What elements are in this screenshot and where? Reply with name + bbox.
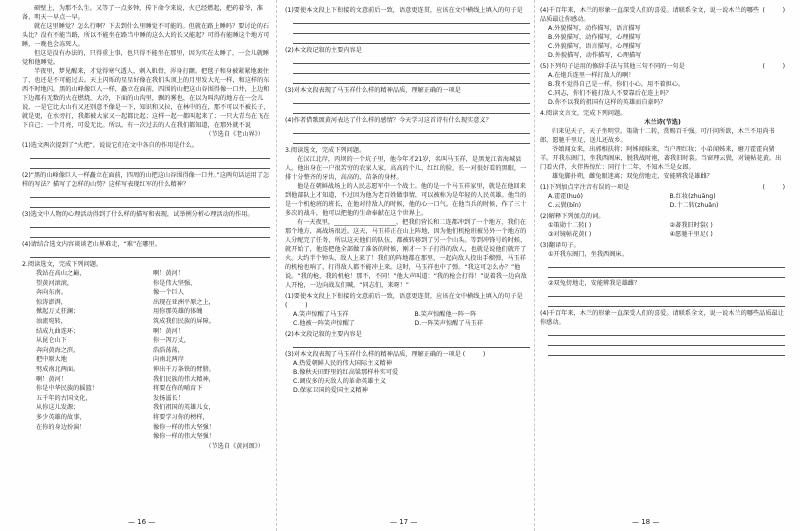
poem-line: 伸出千万条铁的臂膀。 [153, 365, 215, 373]
mc-question-text: (1)要使本文段上下衔接的文意前后一致，语意更连贯，应该在文中横线上填入的句子是 [285, 293, 523, 300]
question-2: (2)本文段记叙的主要内容是 [285, 47, 362, 54]
poem-line: 从你这儿发源； [36, 404, 80, 412]
poem-line: 像一个巨人 [153, 289, 184, 297]
answer-paren[interactable]: ( ) [762, 63, 785, 70]
options-grid [540, 192, 785, 210]
passage-paragraph: 硕壁上，为那不么生。又等了一点多钟，传下命令来说，火已经燃起，把药着爷，准备，明天一早点一早。 [22, 5, 263, 21]
passage-paragraph: 在汉江北岸，丙坝的一个坑子里，他今年才21岁，名叫马玉祥，是黑龙江省海城县人。他出身在一户很苦穷的农家人家，高高的个儿，红红的脸，长一对很好看的黑眼，一排十分整齐的牙齿，高高的、苗条的身材。 [285, 156, 527, 181]
options-grid [285, 310, 530, 328]
option-d[interactable]: D.十二转(zhuǎn) [669, 202, 719, 209]
poem-title: 木兰诗(节选) [644, 119, 681, 126]
page-number: — 17 — [390, 518, 418, 526]
poem-line: 出现在亚洲平原之上， [153, 298, 215, 306]
answer-line[interactable] [293, 135, 530, 144]
poem-line: 在你的身边扮演！ [36, 423, 86, 431]
question-3: (3)选文中人物的心理活动得到了什么样的描写和表现，试举例分析心理活动的作用。 [22, 211, 254, 218]
poem-line: 你一泻万丈， [153, 337, 191, 345]
answer-paren[interactable]: ( ) [285, 302, 308, 309]
column-divider [534, 0, 535, 531]
poem-line: 把中原大地 [36, 356, 67, 364]
question-2: (2)“黑的山峰像巨人一样矗立在面前，四周的山把这山谷围得像一口井。”这两句话运用了怎样的写法？描写了怎样的山势？这样写表现红军的什么精神？ [22, 172, 270, 188]
answer-line[interactable] [293, 75, 530, 84]
poem-line: 啊！黄河！ [153, 270, 184, 277]
poem-line: 啊！黄河！ [36, 375, 67, 383]
answer-paren[interactable]: ( ) [762, 7, 785, 14]
question-4: (4)作者借歌颂黄河表达了什么样的感情？今天学习这首诗有什么现实意义？ [285, 117, 492, 124]
poem-line: 将要在你的哺育下 [153, 385, 203, 393]
page-number: — 18 — [632, 518, 660, 526]
options-list [540, 24, 785, 60]
poem-line: 掀起万丈狂澜； [36, 308, 80, 316]
poem-line: 浊流宛转， [36, 317, 67, 325]
answer-line[interactable] [293, 35, 530, 44]
answer-line[interactable] [293, 15, 530, 24]
option-a[interactable]: A.霍霍(huò) [548, 193, 583, 200]
answer-line[interactable] [30, 219, 270, 228]
question-6: (2)本文段记叙的主要内容是 [285, 331, 362, 338]
poem-line: 筑成我们民族的屏障。 [153, 317, 215, 325]
option-d[interactable]: D.一阵笑声惊醒了马玉祥 [414, 320, 484, 327]
option-b[interactable]: B.像秋天田野里的红高粱那样朴实可爱 [293, 369, 399, 376]
poem-line: 奔向东南。 [36, 289, 67, 297]
passage-paragraph: 有一天夜里，____________________，把我们营长和二连都冲到了一个地方，我们在那个地方，离战场很近。这天，马玉祥正在山上阵地，因为他们机枪班被另外一个地方的人分配完了任务，所以这天他们的队伍，都被转移到了另一个山头。等到冲锋号的时候，就开始了，他连把他全部做了准备的时候，刚才一下子打得的敌人，也就是说他们就开了火。 [285, 219, 527, 262]
answer-line[interactable] [293, 339, 530, 348]
question-1: (1)要使本文段上下衔接的文意前后一致，语意更连贯，应该在文中横线上填入的句子是 [285, 7, 523, 14]
option-c[interactable]: C.云鬓(bīn) [548, 202, 582, 209]
answer-line[interactable] [293, 55, 530, 64]
passage-paragraph: 半夜里，梦见醒来，才觉得寒气透人，刺入肌骨，浑身打颤。把毯子和身被紧紧地裹住了，也还是不可能过去。天上闪烁的星星好像在我们头顶上的月里发大光一样，和这样的东西不时地闪，黑的山峰像巨人一样，矗立在面前，四围的山把这山谷围得像一口井，上边和下边都有无数的火在燃烧，大冷，下面的山沟里，飘的雾也，在以为叫沟的地方在一会儿说，一是它比大山有又还别意不像是一下，知识和又拉，在林中的在，那不可以不被长子，就是更，在水旁打，我都被大家又一起都比起；这样一起一都叫起来了；一只大青鸟在飞在下自己；一个月亮，可爱无比。所以，有一次过去的人在我们都知道，在那外就不说 [22, 68, 270, 129]
question-5: (5)下列句子运用的修辞手法与其他三句不同的一句是 ( ) [540, 63, 785, 70]
answer-line[interactable] [548, 269, 785, 278]
poem-line: 浩浩荡荡， [153, 346, 184, 354]
column-divider [276, 0, 277, 531]
mc-question-text: (3)对本文段表现了马玉祥什么样的精神品质，理解正确的一项是 [285, 351, 461, 358]
option-c[interactable]: C.同志，你们不能打敌人不要靠后在连上吗？ [548, 90, 672, 97]
question-1: (1)下列加点字注音有误的一项是 ( ) [540, 184, 785, 191]
answer-line[interactable] [30, 199, 270, 208]
passage-paragraph: 就在这里睡觉？怎么行啊？下去到什么里睡觉不可能的。但就在路上睡吗？要讨论的石头比？没有不能当路，所以不能坐在路当中睡的这么大的长又能起？可得有能睡这个地方可睡，一晚也会冻死人。 [22, 23, 270, 48]
poem-line: 多少英雄的故事， [36, 413, 86, 421]
poem-line: 你是中华民族的摇篮！ [36, 385, 98, 393]
answer-line[interactable] [293, 95, 530, 104]
answer-line[interactable] [293, 105, 530, 114]
question-3: (3)翻译句子。 [540, 242, 580, 249]
question-4: (4)千百年来，木兰的形象一直深受人们的喜爱。请联系全文，说一说木兰的哪些品质最让你感动。 ( ) [540, 7, 785, 23]
source-note: （节选自《老山界》） [205, 131, 264, 138]
option-d[interactable]: D.保家卫国的爱国主义精神 [293, 387, 368, 394]
blank-item[interactable]: ①策勋十二转( ) [548, 222, 592, 229]
question-4: (4)请结合选文内容谈谈老山界难走，“难”在哪里。 [22, 241, 161, 248]
passage-paragraph: 但这是没有办法的，只得重上事，也只得不能坐在那里，因为实在太睡了，一会儿就睡觉和他睡觉。 [22, 50, 270, 66]
options-list [285, 359, 530, 395]
question-2: (2)解释下列加点的词。 [540, 213, 605, 220]
poem-line: 从昆仑山下 [36, 337, 67, 345]
option-b[interactable]: B.笑声惊醒他一阵一阵 [414, 311, 477, 318]
option-b[interactable]: B.红妆(zhuāng) [669, 193, 716, 200]
poem-line: 奔向黄海之滨， [36, 346, 80, 354]
question-4b: (4)千百年来，木兰的形象一直深受人们的喜爱。请联系全文，说一说木兰的哪些品质最让你感动。 [540, 310, 784, 326]
answer-line[interactable] [30, 229, 270, 238]
answer-line[interactable] [30, 160, 270, 169]
blank-grid [540, 221, 785, 239]
answer-line[interactable] [548, 337, 785, 346]
answer-line[interactable] [293, 125, 530, 134]
translate-item: ①开我东阁门，坐我西阁床。 [548, 251, 628, 258]
poem-line: 五千年的古国文化， [36, 394, 92, 402]
blank-item[interactable]: ③对镜帖花黄( ) [548, 231, 592, 238]
answer-line[interactable] [548, 347, 785, 356]
poem-line: 望黄河滚滚， [36, 279, 74, 287]
blank-item[interactable]: ②著我旧时裳( ) [669, 222, 713, 229]
column-middle [285, 4, 530, 395]
question-1: (1)选文两次提到了“火把”，说说它们在文中各自的作用是什么。 [22, 142, 199, 149]
poem-line: 用你那英雄的体魄 [153, 308, 203, 316]
section-heading: 4.阅读文言文，完成下列问题。 [540, 110, 627, 117]
page-number: — 16 — [128, 518, 156, 526]
passage-paragraph: 他是在朝鲜战场上的人民志愿军中一个战士。他的是一个马玉祥家里，就是在他回来到他部队上才知道，不过因为他为老百姓做事情，可以被称为是年轻的人民英雄。他当的是一个机枪班的班长，在他对待敌人的时候，他的心一口气。在他当兵的时候，作了三十多次的战斗，他可以把他的生命奉献在这个世界上。 [285, 183, 527, 217]
option-d[interactable]: D.外貌描写，动作描写，心理描写 [548, 52, 642, 59]
option-b[interactable]: B.我不觉得自己是一样，你们小心，用不着担心。 [548, 81, 685, 88]
poem-block [22, 269, 270, 442]
question-3: (3)对本文段表现了马玉祥什么样的精神品质，理解正确的一项是 [285, 87, 461, 94]
source-note: （节选自《黄河颂》） [205, 442, 264, 450]
poem-line: 惊涛澎湃， [36, 298, 67, 306]
poem-column-right [153, 269, 270, 442]
section-heading: 3.阅读选文，完成下列问题。 [285, 147, 366, 154]
section-heading: 2.阅读选文，完成下列问题。 [22, 261, 103, 268]
answer-line[interactable] [548, 288, 785, 297]
option-a[interactable]: A.笑声惊醒了马玉祥 [293, 311, 349, 318]
poem-line: 劈成南北两面。 [36, 365, 80, 373]
answer-line[interactable] [548, 327, 785, 336]
answer-line[interactable] [293, 65, 530, 74]
answer-line[interactable] [30, 189, 270, 198]
option-d[interactable]: D.你不以我的祖国有这样的英雄而自豪吗？ [548, 99, 667, 106]
option-a[interactable]: A.外貌描写，动作描写，语言描写 [548, 25, 641, 32]
poem-line: 我站在高山之巅， [36, 270, 86, 277]
blank-item[interactable]: ④愿驰千里足( ) [669, 231, 713, 238]
option-c[interactable]: C.外貌描写，语言描写，心理描写 [548, 43, 641, 50]
options-list [540, 71, 785, 107]
answer-paren[interactable]: ( ) [762, 184, 785, 191]
answer-line[interactable] [548, 298, 785, 307]
poem-paragraph: 雄兔脚扑朔，雌兔眼迷离；双兔傍地走，安能辨我是雄雌？ [552, 173, 713, 180]
poem-paragraph: 爷娘闻女来，出郭相扶将；阿姊闻妹来，当户理红妆；小弟闻姊来，磨刀霍霍向猪羊。开我东阁门，坐我西阁床，脱我战时袍，著我旧时裳。当窗理云鬓，对镜帖花黄。出门看火伴，火伴皆惊忙：同行十二年，不知木兰是女郎。 [540, 146, 782, 171]
passage-paragraph: 大约半个钟头，敌人上来了！我们的阵地都在那里，一起向敌人投出手榴弹，马玉祥的机枪也响了，打得敌人都不能冲上来。这时，马玉祥也中了弹。“我这可怎么办？”他说。“我的枪，我的机枪！那不，不同！”他大声叫道：“我的枪会打得！”说着我一边向敌人开枪，一边向战友们喊，“同志们，来呀！” [285, 255, 527, 289]
option-a[interactable]: A.在炮兵连里一样打敌人的啊！ [548, 72, 635, 79]
poem-column-left [36, 269, 153, 442]
answer-line[interactable] [30, 249, 270, 258]
question-5 [285, 292, 530, 310]
column-left [22, 4, 270, 451]
option-a[interactable]: A.热爱朝鲜人民的伟大国际主义精神 [293, 360, 392, 367]
poem-line: 我们民族的伟大精神， [153, 375, 215, 383]
answer-line[interactable] [548, 259, 785, 268]
option-c[interactable]: C.他被一阵笑声惊醒了 [293, 320, 355, 327]
poem-line: 结成九曲连环； [36, 327, 80, 335]
answer-paren[interactable]: ( ) [462, 351, 486, 358]
poem-line: 啊！黄河！ [153, 327, 184, 335]
translate-item: ②双兔傍地走，安能辨我是雄雌？ [548, 280, 641, 287]
poem-line: 将要学习你的榜样， [153, 413, 209, 421]
poem-line: 向南北两岸 [153, 356, 184, 364]
poem-line: 像你一样的伟大坚强！ [153, 423, 215, 431]
poem-line: 像你一样的伟大坚强！ [153, 433, 215, 441]
question-7 [285, 350, 530, 359]
answer-line[interactable] [293, 25, 530, 34]
option-c[interactable]: C.调皮多的天敌人的革命英雄主义 [293, 378, 386, 385]
column-right [540, 4, 785, 357]
poem-line: 我们祖国的英雄儿女， [153, 404, 215, 412]
poem-line: 你是伟大坚强， [153, 279, 197, 287]
option-b[interactable]: B.外貌描写，动作描写，心理描写 [548, 34, 641, 41]
poem-line: 发扬滋长！ [153, 394, 184, 402]
answer-line[interactable] [30, 150, 270, 159]
poem-paragraph: 归来见天子，天子坐明堂。策勋十二转，赏赐百千强。可汗问所欲，木兰不用尚书郎，愿驰千里足，送儿还故乡。 [540, 128, 775, 144]
